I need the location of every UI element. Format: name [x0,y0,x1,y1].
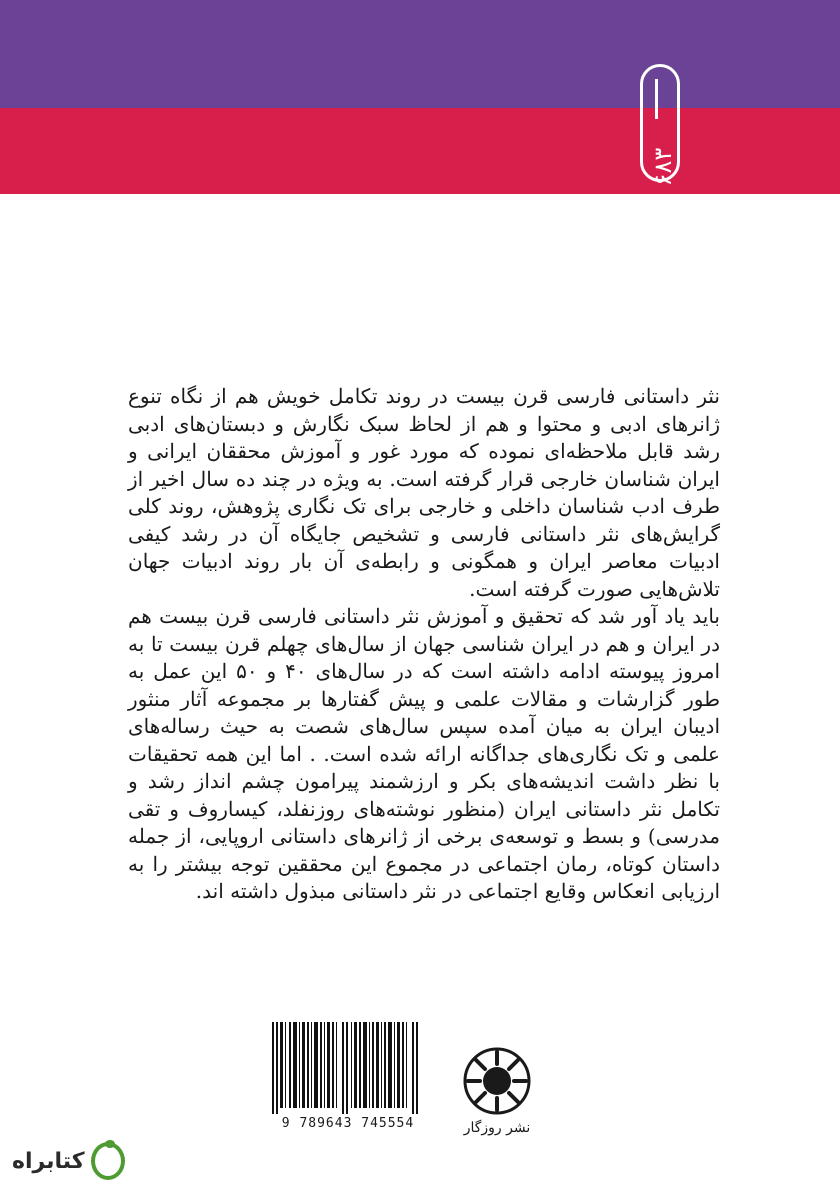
ketabrah-brand [12,1136,132,1186]
publisher-emblem-icon [462,1046,532,1116]
red-band [0,108,840,194]
publisher-block [438,1046,556,1146]
back-cover-text [128,383,720,906]
paragraph-1: نثر داستانی فارسی قرن بیست در روند تکامل خویش هم از نگاه تنوع ژانرهای ادبی و محتوا و هم از لحاظ سبک نگارش و دبستان‌های ادبی رشد قابل ملاحظه‌ای نموده که مورد غور و آموزش محققان ایرانی و ایران شناسان خارجی قرار گرفته است. به ویژه در چند ده سال اخیر از طرف ادب شناسان داخلی و خارجی برای تک نگاری پژوهش، روند کلی گرایش‌های نثر داستانی فارسی و تشخیص جایگاه آن در رشد کیفی ادبیات معاصر ایران و همگونی و رابطه‌ی آن بار روند ادبیات جهان تلاش‌هایی صورت گرفته است. [128,384,720,601]
barcode-svg [268,1022,428,1114]
barcode-bars [268,1022,428,1114]
series-number: ۶۸۳ [649,147,677,187]
publisher-name: نشر روزگار [463,1120,531,1136]
ketabrah-logo-icon [91,1142,125,1180]
ketabrah-text: کتابراه [12,1148,85,1174]
series-tab [640,64,680,187]
isbn-number: 9 789643 745554 [281,1116,415,1131]
red-signature-mark [11,1100,47,1131]
isbn-barcode [268,1022,428,1134]
paragraph-2: باید یاد آور شد که تحقیق و آموزش نثر داستانی فارسی قرن بیست هم در ایران و هم در ایران شناسی جهان از سال‌های چهلم قرن بیست تا به امروز پیوسته ادامه داشته است که در سال‌های ۴۰ و ۵۰ این عمل به طور گزارشات و مقالات علمی و پیش گفتارها بر مجموعه آثار منثور ادیبان ایران به میان آمده سپس سال‌های شصت به حیث رساله‌های علمی و تک نگاری‌های جداگانه ارائه شده است. . اما این همه تحقیقات با نظر داشت اندیشه‌های بکر و ارزشمند پیرامون چشم انداز رشد و تکامل نثر داستانی ایران (منظور نوشته‌های روزنفلد، کیساروف و تقی مدرسی) و بسط و توسعه‌ی برخی از ژانرهای داستانی اروپایی، از جمله داستان کوتاه، رمان اجتماعی در مجموع این محققین توجه بیشتر را به ارزیابی انعکاس وقایع اجتماعی در نثر داستانی مبذول داشته اند. [128,604,721,903]
top-purple-band [0,0,840,108]
